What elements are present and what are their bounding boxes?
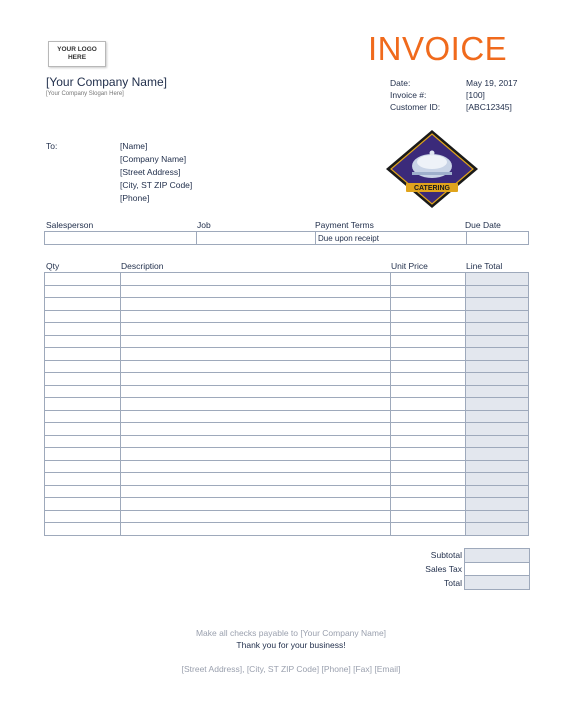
invoice-meta xyxy=(390,77,518,113)
job-cell xyxy=(197,232,316,245)
unit-price-cell xyxy=(391,360,466,373)
line-item-row xyxy=(45,398,529,411)
date-label: Date: xyxy=(390,78,411,88)
qty-cell xyxy=(45,473,121,486)
description-cell xyxy=(121,498,391,511)
description-cell xyxy=(121,348,391,361)
line-total-cell xyxy=(466,323,529,336)
company-name: [Your Company Name] xyxy=(46,75,167,89)
to-phone: [Phone] xyxy=(120,193,150,203)
unit-price-cell xyxy=(391,410,466,423)
order-info-table xyxy=(44,231,529,245)
description-cell xyxy=(121,523,391,536)
description-cell xyxy=(121,298,391,311)
due-date-header: Due Date xyxy=(465,220,501,230)
line-item-row xyxy=(45,273,529,286)
line-total-cell xyxy=(466,498,529,511)
unit-price-cell xyxy=(391,273,466,286)
unit-price-cell xyxy=(391,510,466,523)
description-cell xyxy=(121,360,391,373)
line-total-cell xyxy=(466,448,529,461)
total-label: Total xyxy=(444,578,462,588)
unit-price-cell xyxy=(391,285,466,298)
qty-cell xyxy=(45,398,121,411)
description-cell xyxy=(121,510,391,523)
line-item-row xyxy=(45,410,529,423)
qty-cell xyxy=(45,373,121,386)
due-date-cell xyxy=(467,232,529,245)
description-header: Description xyxy=(121,261,164,271)
checks-payable-note: Make all checks payable to [Your Company Name] xyxy=(195,628,387,638)
line-total-cell xyxy=(466,410,529,423)
unit-price-cell xyxy=(391,310,466,323)
description-cell xyxy=(121,435,391,448)
line-total-cell xyxy=(466,298,529,311)
description-cell xyxy=(121,460,391,473)
line-item-row xyxy=(45,523,529,536)
payment-terms-header: Payment Terms xyxy=(315,220,374,230)
description-cell xyxy=(121,398,391,411)
invoice-title: INVOICE xyxy=(368,30,508,67)
description-cell xyxy=(121,373,391,386)
line-item-row xyxy=(45,498,529,511)
customer-id-label: Customer ID: xyxy=(390,102,441,112)
line-items-table xyxy=(44,272,529,536)
line-item-row xyxy=(45,460,529,473)
invoice-number-value: [100] xyxy=(466,90,485,100)
line-total-cell xyxy=(466,485,529,498)
catering-emblem-icon xyxy=(384,128,480,210)
line-total-cell xyxy=(466,510,529,523)
totals-block xyxy=(390,548,530,590)
line-item-row xyxy=(45,385,529,398)
qty-cell xyxy=(45,335,121,348)
subtotal-label: Subtotal xyxy=(430,550,462,560)
sales-tax-label: Sales Tax xyxy=(425,564,462,574)
line-item-row xyxy=(45,485,529,498)
line-total-cell xyxy=(466,385,529,398)
line-total-cell xyxy=(466,310,529,323)
line-item-row xyxy=(45,435,529,448)
line-item-row xyxy=(45,373,529,386)
qty-cell xyxy=(45,523,121,536)
qty-cell xyxy=(45,498,121,511)
qty-cell xyxy=(45,273,121,286)
description-cell xyxy=(121,448,391,461)
qty-cell xyxy=(45,510,121,523)
unit-price-cell xyxy=(391,398,466,411)
logo-line-1: YOUR LOGO xyxy=(57,46,97,53)
line-item-row xyxy=(45,360,529,373)
bill-to-address xyxy=(120,140,192,205)
unit-price-cell xyxy=(391,323,466,336)
description-cell xyxy=(121,410,391,423)
line-item-row xyxy=(45,473,529,486)
line-item-row xyxy=(45,310,529,323)
to-company: [Company Name] xyxy=(120,154,187,164)
salesperson-header: Salesperson xyxy=(46,220,94,230)
emblem-text: CATERING xyxy=(413,185,451,192)
description-cell xyxy=(121,423,391,436)
description-cell xyxy=(121,385,391,398)
qty-cell xyxy=(45,310,121,323)
line-item-row xyxy=(45,510,529,523)
line-item-row xyxy=(45,335,529,348)
line-total-cell xyxy=(466,335,529,348)
unit-price-cell xyxy=(391,348,466,361)
line-total-header: Line Total xyxy=(466,261,503,271)
subtotal-value xyxy=(464,548,530,563)
customer-id-value: [ABC12345] xyxy=(466,102,512,112)
qty-cell xyxy=(45,348,121,361)
to-label: To: xyxy=(46,141,58,151)
unit-price-cell xyxy=(391,473,466,486)
qty-cell xyxy=(45,285,121,298)
description-cell xyxy=(121,310,391,323)
line-total-cell xyxy=(466,285,529,298)
salesperson-cell xyxy=(45,232,197,245)
logo-line-2: HERE xyxy=(67,54,87,61)
description-cell xyxy=(121,273,391,286)
qty-header: Qty xyxy=(46,261,60,271)
unit-price-cell xyxy=(391,385,466,398)
line-item-row xyxy=(45,423,529,436)
line-total-cell xyxy=(466,523,529,536)
line-item-row xyxy=(45,448,529,461)
line-total-cell xyxy=(466,460,529,473)
total-value xyxy=(464,576,530,590)
line-total-cell xyxy=(466,348,529,361)
qty-cell xyxy=(45,360,121,373)
footer-contact: [Street Address], [City, ST ZIP Code] [Phone] [Fax] [Email] xyxy=(181,664,401,674)
line-item-row xyxy=(45,323,529,336)
line-item-row xyxy=(45,285,529,298)
qty-cell xyxy=(45,385,121,398)
line-total-cell xyxy=(466,398,529,411)
to-street: [Street Address] xyxy=(120,167,181,177)
line-item-row xyxy=(45,298,529,311)
line-total-cell xyxy=(466,373,529,386)
logo-placeholder xyxy=(48,41,106,67)
unit-price-cell xyxy=(391,460,466,473)
to-name: [Name] xyxy=(120,141,148,151)
unit-price-cell xyxy=(391,423,466,436)
unit-price-cell xyxy=(391,373,466,386)
qty-cell xyxy=(45,460,121,473)
thank-you-note: Thank you for your business! xyxy=(236,640,346,650)
qty-cell xyxy=(45,435,121,448)
company-slogan: [Your Company Slogan Here] xyxy=(46,91,124,97)
description-cell xyxy=(121,323,391,336)
qty-cell xyxy=(45,448,121,461)
line-total-cell xyxy=(466,273,529,286)
unit-price-cell xyxy=(391,523,466,536)
unit-price-cell xyxy=(391,485,466,498)
description-cell xyxy=(121,335,391,348)
unit-price-cell xyxy=(391,498,466,511)
unit-price-header: Unit Price xyxy=(391,261,428,271)
line-total-cell xyxy=(466,473,529,486)
line-total-cell xyxy=(466,423,529,436)
unit-price-cell xyxy=(391,435,466,448)
qty-cell xyxy=(45,485,121,498)
date-value: May 19, 2017 xyxy=(466,78,518,88)
line-item-row xyxy=(45,348,529,361)
job-header: Job xyxy=(197,220,211,230)
description-cell xyxy=(121,485,391,498)
qty-cell xyxy=(45,298,121,311)
description-cell xyxy=(121,473,391,486)
qty-cell xyxy=(45,410,121,423)
unit-price-cell xyxy=(391,448,466,461)
payment-terms-cell: Due upon receipt xyxy=(316,232,467,245)
description-cell xyxy=(121,285,391,298)
line-total-cell xyxy=(466,435,529,448)
invoice-number-label: Invoice #: xyxy=(390,90,427,100)
to-city: [City, ST ZIP Code] xyxy=(120,180,193,190)
unit-price-cell xyxy=(391,335,466,348)
sales-tax-value xyxy=(464,562,530,576)
qty-cell xyxy=(45,323,121,336)
qty-cell xyxy=(45,423,121,436)
unit-price-cell xyxy=(391,298,466,311)
line-total-cell xyxy=(466,360,529,373)
